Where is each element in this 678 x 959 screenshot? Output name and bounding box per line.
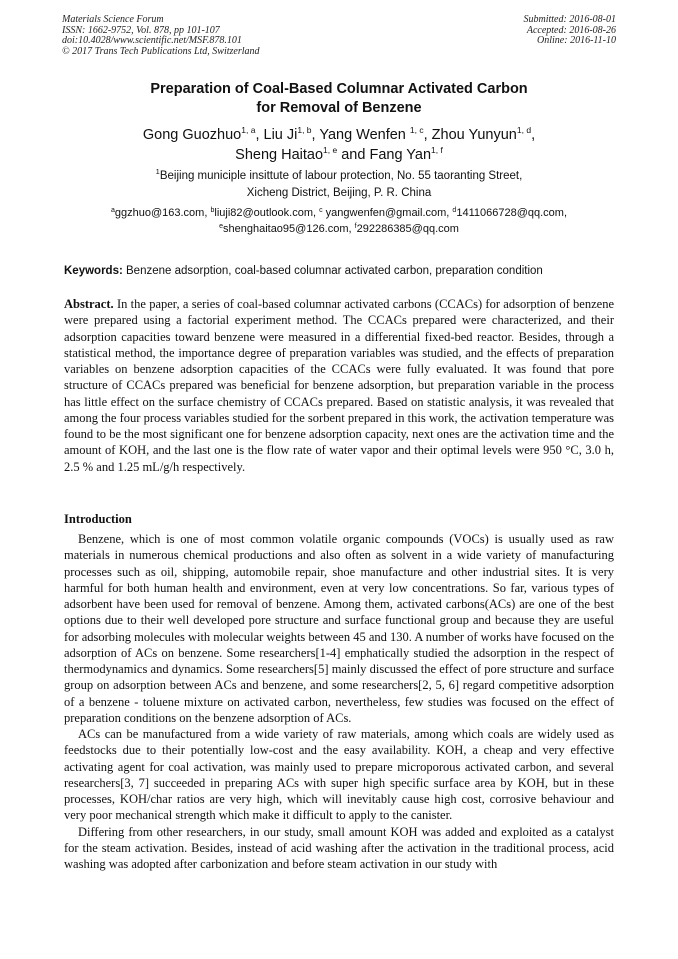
author-name: Gong Guozhuo <box>142 127 242 143</box>
author-name: Sheng Haitao <box>235 147 324 163</box>
email-mark: e <box>219 223 223 230</box>
affiliation-line-1 <box>40 168 638 185</box>
email-list <box>40 205 638 237</box>
introduction-paragraph-2: ACs can be manufactured from a wide variety of raw materials, among which coals are widely used as feedstocks due to their potentially low-cost and the easy availability. KOH, a cheap and very effective activating agent for coal activation, was mainly used to prepare microporous activated carbon, and several researchers[3, 7] succeeded in preparing ACs with super high specific surface area by KOH, but in these processes, KOH/char ratios are very high, which will inevitably cause high cost, corrosive behaviour and very poor mechanical strength which make it difficult to apply to the canister. <box>64 727 614 823</box>
author-name: Liu Ji <box>263 127 298 143</box>
email-line-2: $^e$shenghaitao95@126.com, $^f$292286385@qq.com <box>219 223 459 235</box>
author-affiliation-mark: 1, a <box>241 125 256 135</box>
email-mark: a <box>110 207 115 214</box>
email-mark: d <box>452 207 457 214</box>
email-address: ggzhuo@163.com <box>114 207 205 219</box>
author-name: Fang Yan <box>369 147 432 163</box>
email-address: 292286385@qq.com <box>356 223 459 235</box>
affiliation-text: Beijing municiple insittute of labour protection, No. 55 taoranting Street, <box>159 170 523 182</box>
author-name: Yang Wenfen <box>319 127 410 143</box>
author-affiliation-mark: 1, b <box>297 125 312 135</box>
issn-line: ISSN: 1662-9752, Vol. 878, pp 101-107 <box>62 24 220 36</box>
email-address: shenghaitao95@126.com <box>222 223 349 235</box>
paper-title <box>40 80 638 118</box>
introduction-paragraph-3: Differing from other researchers, in our study, small amount KOH was added and exploited as a catalyst for the steam activation. Besides, instead of acid washing after the activation in the traditional process, acid washing was adopted after carbonization and before steam activation in our study with <box>64 824 614 871</box>
online-date: Online: 2016-11-10 <box>537 35 616 46</box>
title-line-1: Preparation of Coal-Based Columnar Activated Carbon <box>150 81 528 97</box>
keywords-text: Benzene adsorption, coal-based columnar activated carbon, preparation condition <box>126 265 543 277</box>
author-affiliation-mark: 1, d <box>516 125 532 135</box>
submitted-date: Submitted: 2016-08-01 <box>523 14 616 25</box>
email-address: 1411066728@qq.com <box>456 207 564 219</box>
author-affiliation-mark: 1, f <box>431 145 443 155</box>
email-address: liuji82@outlook.com <box>214 207 313 219</box>
author-affiliation-mark: 1, e <box>323 145 338 155</box>
doi-line: doi:10.4028/www.scientific.net/MSF.878.101 <box>62 35 242 46</box>
introduction-body <box>64 531 614 872</box>
title-line-2: for Removal of Benzene <box>256 100 422 116</box>
introduction-heading: Introduction <box>64 512 132 526</box>
journal-header-left <box>62 15 260 57</box>
email-address: yangwenfen@gmail.com <box>325 207 447 219</box>
journal-header-right <box>524 15 617 47</box>
affiliation-mark: 1 <box>155 167 160 176</box>
author-line-2: Sheng Haitao$^{1, e}$ and Fang Yan$^{1, f}$ <box>235 145 443 163</box>
abstract-text: In the paper, a series of coal-based columnar activated carbons (CCACs) for adsorption of benzene were prepared using a factorial experiment method. The CCACs prepared were characterized, and their adsorption capacities toward benzene were measured in a differential fixed-bed reactor. Besides, through a statistical method, the importance degree of preparation variables was studied, and the effects of preparation variables on benzene adsorption capacities of the CCACs were fully evaluated. It was found that pore structure of CCACs prepared was beneficial for benzene adsorption, but preparation variable in the process has little effect on the surface chemistry of CCACs prepared. Based on statistic analysis, it was revealed that among the four process variables studied for the sorbent prepared in this work, the activation temperature was found to be the most significant one for benzene adsorption capacity, next ones are the activation time and the amount of KOH, and the last one is the flow rate of water vapor and their optimal levels were 950 °C, 3.0 h, 2.5 % and 1.25 mL/g/h respectively. <box>64 297 614 474</box>
affiliation <box>40 168 638 202</box>
accepted-date: Accepted: 2016-08-26 <box>526 24 616 36</box>
keywords-label: Keywords: <box>64 265 123 277</box>
introduction-paragraph-1: Benzene, which is one of most common volatile organic compounds (VOCs) is usually used as raw materials in numerous chemical productions and also often as solvent in a wide variety of manufacturing processes such as oil, shipping, automobile repair, shoe manufacture and other industrial sites. It is very harmful for both human health and environment, even at very low concentrations. So far, various types of adsorbent have been used for removal of benzene. Among them, activated carbons(ACs) are one of the best options due to their well developed pore structure and surface functional group and because they are useful for adsorbing molecules with molecular weights between 45 and 130. A number of works have focused on the adsorption of ACs on benzene. Some researchers[1-4] emphatically studied the adsorption in the respect of thermodynamics and dynamics. Some researchers[5] mainly discussed the effect of pore structure and surface group on adsorption between ACs and benzene, and some researchers[2, 5, 6] regard competitive adsorption of a benzene - toluene mixture on activated carbon, nevertheless, few studies was focused on the effect of preparation conditions on the benzene adsorption of ACs. <box>64 532 614 725</box>
author-name: Zhou Yunyun <box>431 127 517 143</box>
email-mark: f <box>354 223 357 230</box>
copyright-line: © 2017 Trans Tech Publications Ltd, Switzerland <box>62 45 260 57</box>
abstract-label: Abstract. <box>64 297 114 311</box>
email-line-1: $^a$ggzhuo@163.com, $^b$liuji82@outlook.com, $^c$ yangwenfen@gmail.com, $^d$1411066728@qq.com, <box>110 207 567 219</box>
author-list <box>40 125 638 165</box>
journal-name: Materials Science Forum <box>62 14 164 25</box>
author-affiliation-mark: 1, c <box>409 125 424 135</box>
abstract <box>64 296 614 475</box>
keywords <box>64 264 616 278</box>
email-mark: b <box>210 207 215 214</box>
email-mark: c <box>319 207 323 214</box>
affiliation-line-2: Xicheng District, Beijing, P. R. China <box>246 187 432 199</box>
author-line-1: Gong Guozhuo$^{1, a}$, Liu Ji$^{1, b}$, Yang Wenfen $^{1, c}$, Zhou Yunyun$^{1, d}$, <box>142 125 536 143</box>
